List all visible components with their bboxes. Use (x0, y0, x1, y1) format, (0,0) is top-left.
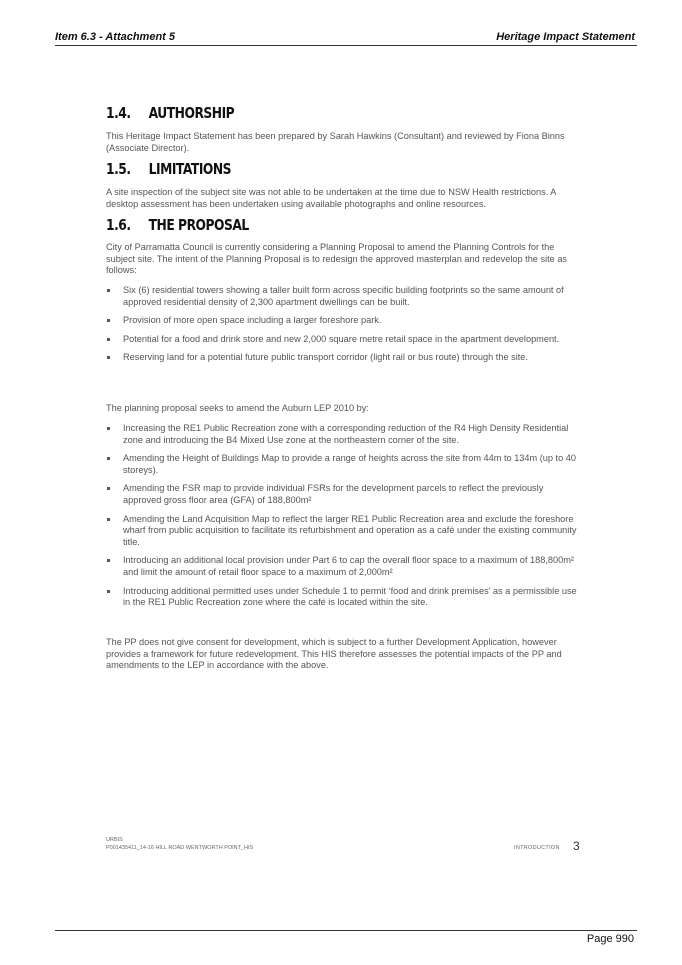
section-heading-proposal (106, 216, 249, 234)
list-item: Amending the FSR map to provide individual FSRs for the development parcels to reflect the previously approved gross floor area (GFA) of 188,800m² (106, 483, 581, 506)
section-number: 1.5. (106, 160, 131, 178)
section-title: LIMITATIONS (148, 160, 232, 178)
list-item: Amending the Land Acquisition Map to reflect the larger RE1 Public Recreation area and exclude the foreshore wharf from public acquisition to facilitate its refurbishment and operation as a café under the existing community title. (106, 514, 581, 549)
amendment-bullets (106, 423, 581, 609)
list-item: Introducing an additional local provision under Part 6 to cap the overall floor space to a maximum of 188,800m² and limit the amount of retail floor space to a maximum of 2,000m² (106, 555, 581, 578)
list-item: Introducing additional permitted uses under Schedule 1 to permit ‘food and drink premises’ as a permissible use in the RE1 Public Recreation zone where the café is located within the site. (106, 586, 581, 609)
list-item: Increasing the RE1 Public Recreation zone with a corresponding reduction of the R4 High Density Residential zone and introducing the B4 Mixed Use zone at the northeastern corner of the site. (106, 423, 581, 446)
list-item: Reserving land for a potential future public transport corridor (light rail or bus route) through the site. (106, 352, 581, 364)
limitations-text: A site inspection of the subject site was not able to be undertaken at the time due to NSW Health restrictions. A desktop assessment has been undertaken using available photographs and online resources. (106, 187, 556, 209)
page-header (55, 31, 637, 46)
list-item: Provision of more open space including a larger foreshore park. (106, 315, 581, 327)
footer-section-label: INTRODUCTION (514, 845, 560, 851)
proposal-intro: City of Parramatta Council is currently considering a Planning Proposal to amend the Planning Controls for the subject site. The intent of the Planning Proposal is to redesign the approved masterplan and redevelop the site as follows: (106, 242, 568, 276)
document-reference: P0014354​11_14-16 HILL ROAD WENTWORTH POINT_HIS (106, 845, 254, 851)
section-heading-authorship (106, 104, 234, 122)
closing-paragraph: The PP does not give consent for development, which is subject to a further Development Application, however provides a framework for future redevelopment. This HIS therefore assesses the potential impacts of the PP and amendments to the LEP in accordance with the above. (106, 637, 562, 671)
section-title: AUTHORSHIP (148, 104, 235, 122)
header-doc-title: Heritage Impact Statement (496, 31, 635, 43)
section-number: 1.6. (106, 216, 131, 234)
list-item: Six (6) residential towers showing a taller built form across specific building footprints so the same amount of approved residential density of 2,300 apartment dwellings can be built. (106, 285, 581, 308)
header-item-label: Item 6.3 - Attachment 5 (55, 31, 176, 43)
company-name: URBIS (106, 837, 123, 843)
document-footer-left (106, 836, 253, 852)
list-item: Potential for a food and drink store and new 2,000 square metre retail space in the apartment development. (106, 334, 581, 346)
page-number-label: Page 990 (586, 933, 634, 945)
document-page-number: 3 (573, 839, 580, 853)
section-number: 1.4. (106, 104, 131, 122)
footer-divider (55, 930, 637, 931)
section-title: THE PROPOSAL (148, 216, 249, 234)
proposal-bullets (106, 285, 581, 364)
section-heading-limitations (106, 160, 231, 178)
authorship-text: This Heritage Impact Statement has been prepared by Sarah Hawkins (Consultant) and reviewed by Fiona Binns (Associate Director). (106, 131, 565, 153)
amend-intro: The planning proposal seeks to amend the Auburn LEP 2010 by: (106, 403, 369, 413)
list-item: Amending the Height of Buildings Map to provide a range of heights across the site from 44m to 134m (up to 40 storeys). (106, 453, 581, 476)
